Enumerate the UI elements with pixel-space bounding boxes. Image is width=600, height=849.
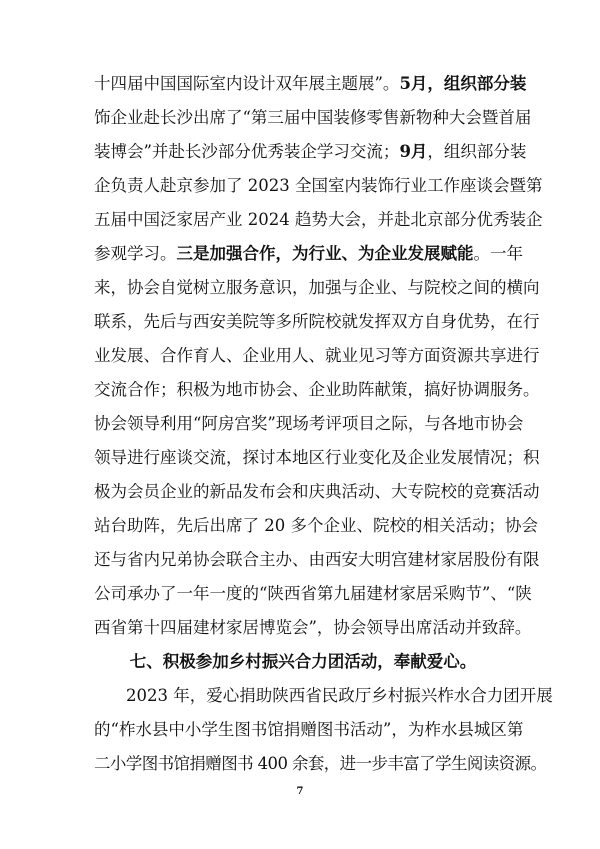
paragraph-line (94, 72, 527, 96)
bold-text-run: 9月 (399, 142, 428, 161)
text-run: 参观学习。 (94, 244, 177, 263)
paragraph-line: 协会领导利用“阿房宫奖”现场考评项目之际，与各地市协会 (94, 414, 524, 433)
paragraph-line: 交流合作；积极为地市协会、企业助阵献策，搞好协调服务。 (94, 380, 540, 399)
paragraph-line: 饰企业赴长沙出席了“第三届中国装修零售新物种大会暨首届 (94, 108, 532, 127)
paragraph-line: 西省第十四届建材家居博览会”，协会领导出席活动并致辞。 (94, 618, 532, 637)
paragraph-line: 来，协会自觉树立服务意识，加强与企业、与院校之间的横向 (94, 278, 540, 297)
page-number: 7 (296, 786, 304, 797)
paragraph-line: 联系，先后与西安美院等多所院校就发挥双方自身优势，在行 (94, 312, 540, 331)
bold-text-run: 三是加强合作，为行业、为企业发展赋能 (176, 244, 474, 263)
section-heading: 七、积极参加乡村振兴合力团活动，奉献爱心。 (129, 652, 477, 671)
paragraph-line: 极为会员企业的新品发布会和庆典活动、大专院校的竞赛活动 (94, 482, 540, 501)
bold-text-run: 5月 (399, 74, 428, 93)
paragraph-line: 二小学图书馆捐赠图书 400 余套，进一步丰富了学生阅读资源。 (94, 754, 547, 773)
text-run: 十四届中国国际室内设计双年展主题展”。 (94, 74, 400, 93)
paragraph-line: 领导进行座谈交流，探讨本地区行业变化及企业发展情况；积 (94, 448, 540, 467)
text-run: ，组织部分装 (427, 142, 527, 161)
paragraph-line: 企负责人赴京参加了 2023 全国室内装饰行业工作座谈会暨第 (94, 176, 543, 195)
paragraph-line: 还与省内兄弟协会联合主办、由西安大明宫建材家居股份有限 (94, 550, 540, 569)
bold-text-run: ，组织部分装 (427, 74, 527, 93)
paragraph-line: 五届中国泛家居产业 2024 趋势大会，并赴北京部分优秀装企 (94, 210, 543, 229)
paragraph-line: 的“柞水县中小学生图书馆捐赠图书活动”，为柞水县城区第 (94, 720, 524, 739)
paragraph-line: 2023 年，爱心捐助陕西省民政厅乡村振兴柞水合力团开展 (126, 686, 553, 705)
text-run: 装博会”并赴长沙部分优秀装企学习交流； (94, 142, 400, 161)
paragraph-line: 站台助阵，先后出席了 20 多个企业、院校的相关活动；协会 (94, 516, 538, 535)
paragraph-line: 公司承办了一年一度的“陕西省第九届建材家居采购节”、“陕 (94, 584, 532, 603)
text-run: 。一年 (473, 244, 523, 263)
paragraph-line (94, 140, 527, 164)
paragraph-line: 业发展、合作育人、企业用人、就业见习等方面资源共享进行 (94, 346, 540, 365)
paragraph-line (94, 242, 523, 266)
